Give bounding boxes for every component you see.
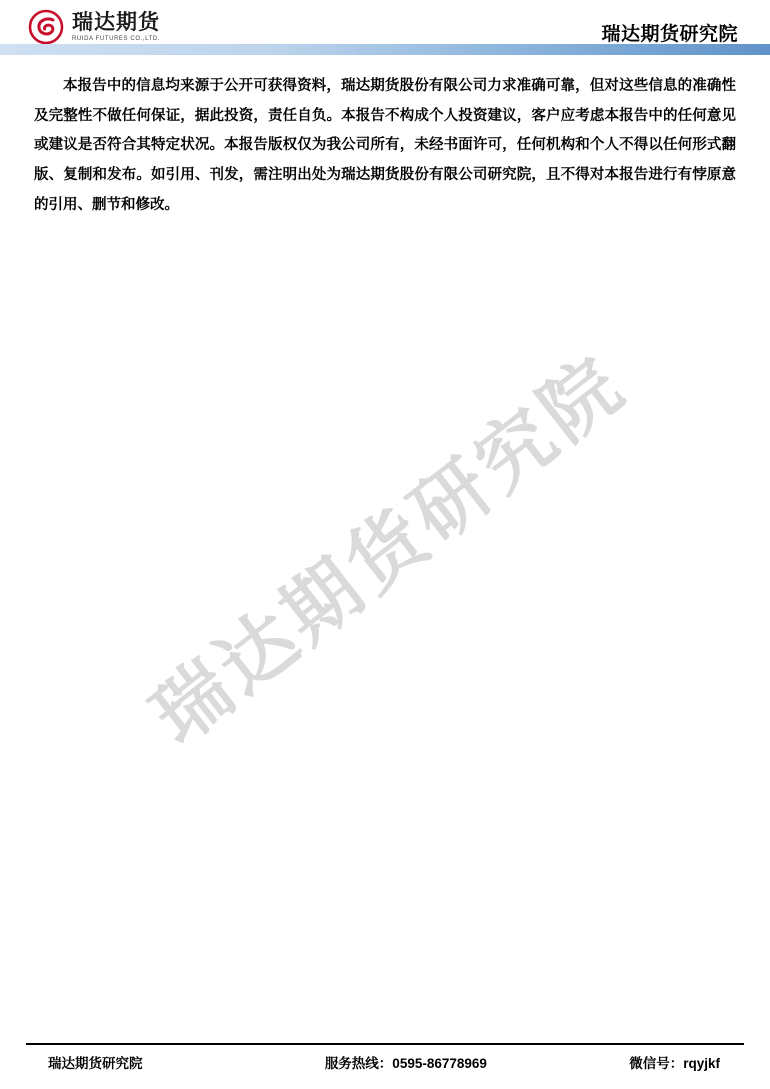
document-header bbox=[0, 0, 770, 52]
brand-subtitle: RUIDA FUTURES CO.,LTD. bbox=[72, 36, 161, 42]
footer-divider bbox=[26, 1043, 744, 1045]
document-body bbox=[0, 52, 770, 221]
company-logo bbox=[28, 9, 160, 45]
brand-name: 瑞达期货 bbox=[72, 11, 160, 34]
footer-hotline: 服务热线：0595-86778969 bbox=[324, 1056, 487, 1071]
brand-text bbox=[72, 12, 160, 42]
watermark-text: 瑞达期货研究院 bbox=[136, 339, 642, 761]
footer-wechat: 微信号：rqyjkf bbox=[629, 1056, 720, 1071]
page-title: 瑞达期货研究院 bbox=[601, 23, 738, 45]
disclaimer-paragraph: 本报告中的信息均来源于公开可获得资料，瑞达期货股份有限公司力求准确可靠，但对这些信息的准确性及完整性不做任何保证，据此投资，责任自负。本报告不构成个人投资建议，客户应考虑本报告中的任何意见或建议是否符合其特定状况。本报告版权仅为我公司所有，未经书面许可，任何机构和个人不得以任何形式翻版、复制和发布。如引用、刊发，需注明出处为瑞达期货股份有限公司研究院，且不得对本报告进行有悖原意的引用、删节和修改。 bbox=[34, 78, 736, 213]
document-footer bbox=[26, 1049, 744, 1075]
footer-company: 瑞达期货研究院 bbox=[48, 1056, 143, 1071]
ruida-spiral-logo-icon bbox=[28, 9, 64, 45]
